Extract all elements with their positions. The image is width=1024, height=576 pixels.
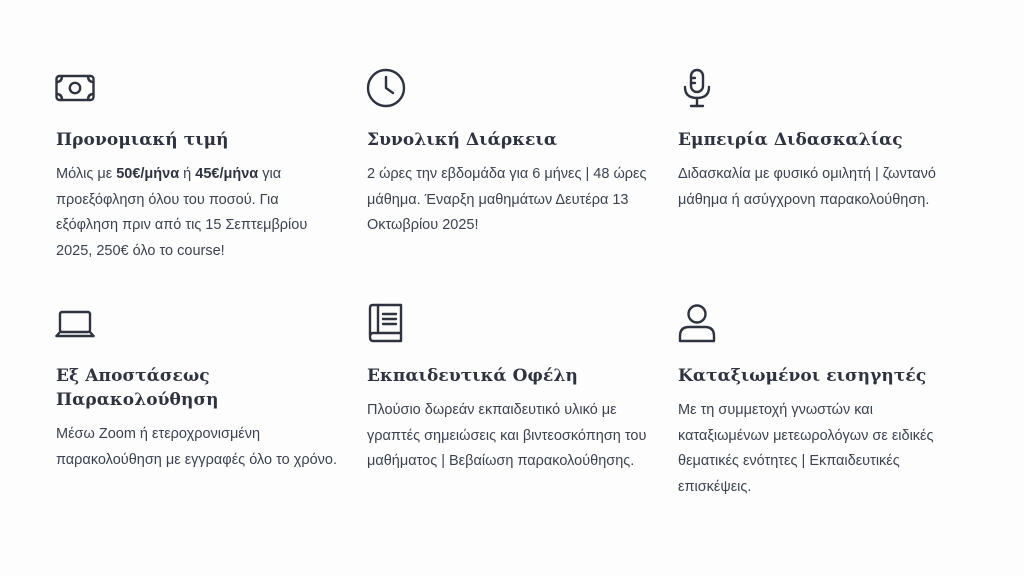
book-icon <box>366 303 406 343</box>
microphone-icon <box>677 68 717 108</box>
feature-title: Εξ Αποστάσεως Παρακολούθηση <box>56 366 219 410</box>
feature-card-benefits <box>367 303 678 503</box>
money-bill-icon <box>55 68 95 108</box>
feature-title: Εμπειρία Διδασκαλίας <box>678 130 903 150</box>
feature-title: Εκπαιδευτικά Οφέλη <box>367 366 578 386</box>
price-text: ή <box>179 166 196 182</box>
feature-description: Μέσω Zoom ή ετεροχρονισμένη παρακολούθηση με εγγραφές όλο το χρόνο. <box>56 426 337 468</box>
user-icon <box>677 303 717 343</box>
features-grid <box>56 68 976 503</box>
feature-description: Πλούσιο δωρεάν εκπαιδευτικό υλικό με γραπτές σημειώσεις και βιντεοσκόπηση του μαθήματος | Βεβαίωση παρακολούθησης. <box>367 402 647 469</box>
clock-icon <box>366 68 406 108</box>
feature-title: Προνομιακή τιμή <box>56 130 229 150</box>
feature-card-price <box>56 68 367 303</box>
feature-card-speakers <box>678 303 976 503</box>
feature-description: Διδασκαλία με φυσικό ομιλητή | ζωντανό μάθημα ή ασύγχρονη παρακολούθηση. <box>678 166 936 208</box>
feature-title: Καταξιωμένοι εισηγητές <box>678 366 927 386</box>
feature-card-teaching <box>678 68 976 303</box>
feature-card-duration <box>367 68 678 303</box>
feature-title: Συνολική Διάρκεια <box>367 130 558 150</box>
feature-description: 2 ώρες την εβδομάδα για 6 μήνες | 48 ώρες μάθημα. Έναρξη μαθημάτων Δευτέρα 13 Οκτωβρίου 2025! <box>367 166 647 233</box>
laptop-icon <box>55 303 95 343</box>
feature-card-remote <box>56 303 367 503</box>
prepay-price: 45€/μήνα <box>195 166 259 182</box>
price-text: Μόλις με <box>56 166 117 182</box>
feature-description <box>56 162 341 264</box>
price-text: για προεξόφληση όλου του ποσού. Για εξόφληση πριν από τις 15 Σεπτεμβρίου 2025, 250€ όλο το course! <box>56 166 308 259</box>
monthly-price: 50€/μήνα <box>116 166 180 182</box>
feature-description: Με τη συμμετοχή γνωστών και καταξιωμένων μετεωρολόγων σε ειδικές θεματικές ενότητες | Εκπαιδευτικές επισκέψεις. <box>678 402 934 495</box>
